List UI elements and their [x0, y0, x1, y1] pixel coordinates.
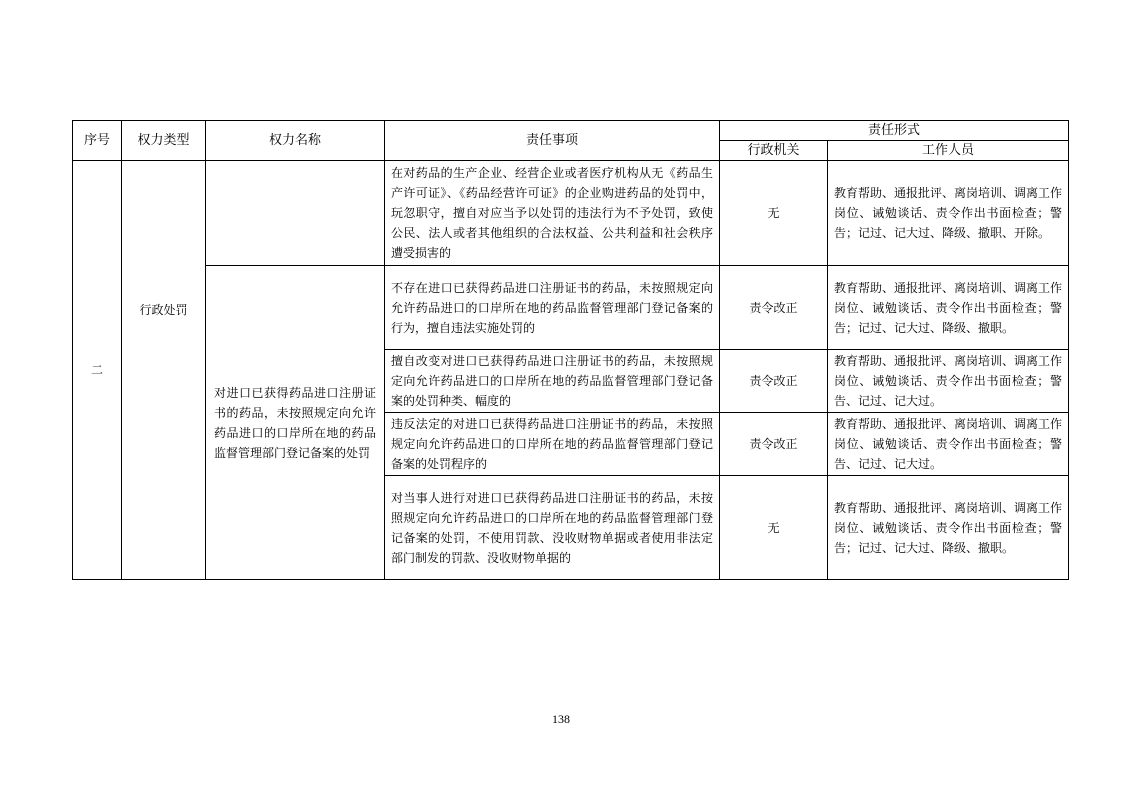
item-cell: 在对药品的生产企业、经营企业或者医疗机构从无《药品生产许可证》、《药品经营许可证》的企业购进药品的处罚中，玩忽职守，擅自对应当予以处罚的违法行为不予处罚，致使公民、法人或者其他组织的合法权益、公共利益和社会秩序遭受损害的	[385, 161, 720, 266]
header-staff: 工作人员	[828, 141, 1069, 161]
staff-cell: 教育帮助、通报批评、离岗培训、调离工作岗位、诫勉谈话、责令作出书面检查；警告；记过、记大过、降级、撤职。	[828, 266, 1069, 350]
header-agency: 行政机关	[720, 141, 828, 161]
item-cell: 擅自改变对进口已获得药品进口注册证书的药品，未按照规定向允许药品进口的口岸所在地的药品监督管理部门登记备案的处罚种类、幅度的	[385, 350, 720, 413]
agency-cell: 责令改正	[720, 413, 828, 476]
seq-cell: 二	[73, 161, 122, 580]
agency-cell: 责令改正	[720, 350, 828, 413]
header-seq: 序号	[73, 121, 122, 161]
power-name-cell: 对进口已获得药品进口注册证书的药品，未按照规定向允许药品进口的口岸所在地的药品监督管理部门登记备案的处罚	[206, 266, 385, 580]
agency-cell: 无	[720, 476, 828, 580]
item-cell: 对当事人进行对进口已获得药品进口注册证书的药品，未按照规定向允许药品进口的口岸所在地的药品监督管理部门登记备案的处罚，不使用罚款、没收财物单据或者使用非法定部门制发的罚款、没收财物单据的	[385, 476, 720, 580]
header-responsibility: 责任事项	[385, 121, 720, 161]
agency-cell: 责令改正	[720, 266, 828, 350]
header-power-name: 权力名称	[206, 121, 385, 161]
header-power-type: 权力类型	[122, 121, 206, 161]
item-cell: 不存在进口已获得药品进口注册证书的药品，未按照规定向允许药品进口的口岸所在地的药品监督管理部门登记备案的行为，擅自违法实施处罚的	[385, 266, 720, 350]
staff-cell: 教育帮助、通报批评、离岗培训、调离工作岗位、诫勉谈话、责令作出书面检查；警告；记过、记大过、降级、撤职、开除。	[828, 161, 1069, 266]
staff-cell: 教育帮助、通报批评、离岗培训、调离工作岗位、诫勉谈话、责令作出书面检查；警告、记过、记大过。	[828, 350, 1069, 413]
staff-cell: 教育帮助、通报批评、离岗培训、调离工作岗位、诫勉谈话、责令作出书面检查；警告；记过、记大过、降级、撤职。	[828, 476, 1069, 580]
table-row	[73, 161, 1069, 266]
header-form: 责任形式	[720, 121, 1069, 141]
power-name-cell-empty	[206, 161, 385, 266]
responsibility-table	[72, 120, 1069, 580]
agency-cell: 无	[720, 161, 828, 266]
table-row	[73, 266, 1069, 350]
power-type-cell: 行政处罚	[122, 161, 206, 580]
item-cell: 违反法定的对进口已获得药品进口注册证书的药品，未按照规定向允许药品进口的口岸所在地的药品监督管理部门登记备案的处罚程序的	[385, 413, 720, 476]
page-number: 138	[552, 712, 570, 726]
header-row-1	[73, 121, 1069, 141]
staff-cell: 教育帮助、通报批评、离岗培训、调离工作岗位、诫勉谈话、责令作出书面检查；警告、记过、记大过。	[828, 413, 1069, 476]
